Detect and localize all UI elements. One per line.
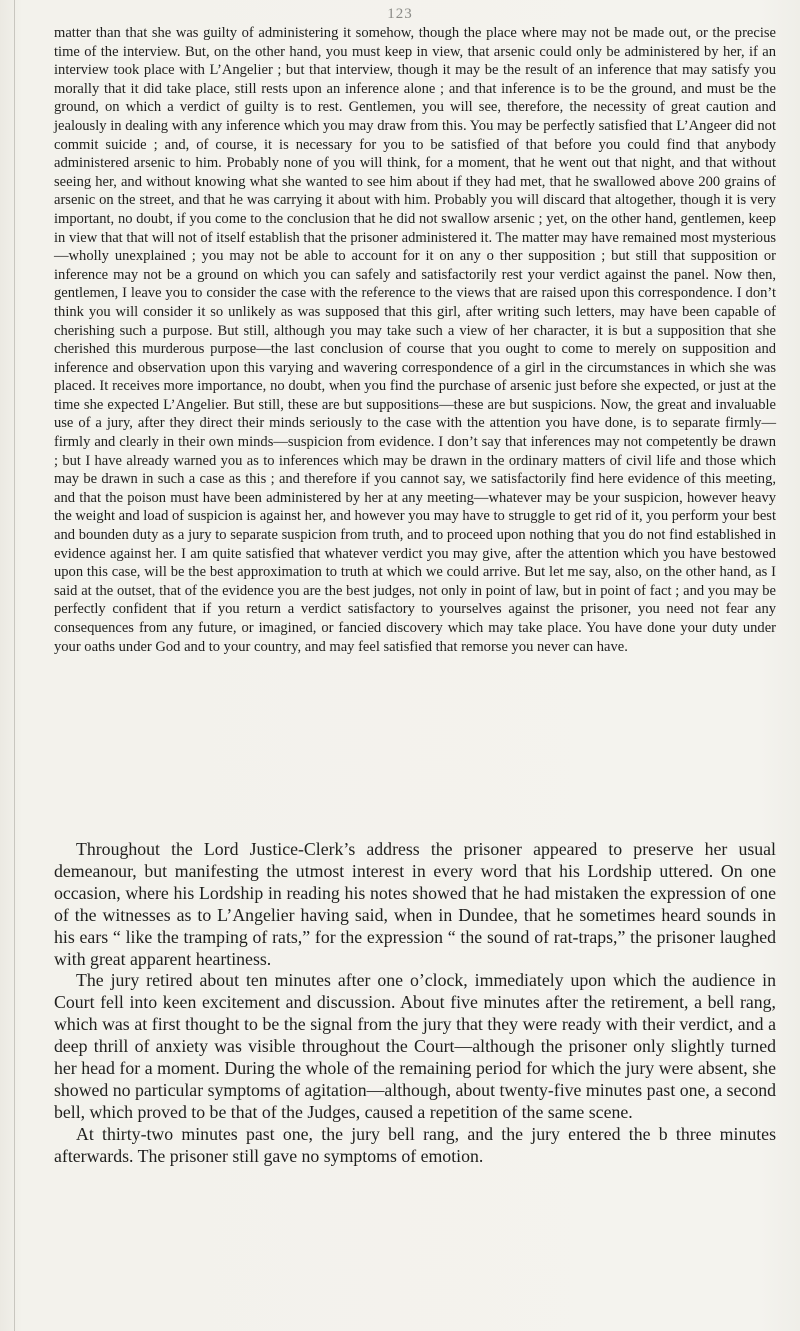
charge-to-jury-paragraph xyxy=(54,24,776,656)
narrative-paragraph-jury-returned: At thirty-two minutes past one, the jury bell rang, and the jury entered the b three minutes afterwards. The prisoner still gave no symptoms of emotion. xyxy=(54,1123,776,1166)
page-number: 123 xyxy=(387,6,413,22)
trial-narrative xyxy=(54,839,776,1168)
testimony-text: matter than that she was guilty of administering it somehow, though the place where may not be made out, or the precise time of the interview. But, on the other hand, you must keep in view, that arsenic could only be administered by her, if an interview took place with L’Angelier ; but that interview, though it may be the result of an inference that may satisfy you morally that it did take place, still rests upon an inference alone ; and that inference is to be the ground, and must be the ground, on which a verdict of guilty is to rest. Gentlemen, you will see, therefore, the necessity of great caution and jealously in dealing with any inference which you may draw from this. You may be perfectly satisfied that L’Angeer did not commit suicide ; and, of course, it is necessary for you to be satisfied of that before you could find that anybody administered arsenic to him. Probably none of you will think, for a moment, that he went out that night, and that without seeing her, and without knowing what she wanted to see him about if they had met, that he swallowed above 200 grains of arsenic on the street, and that he was carrying it about with him. Probably you will discard that altogether, though it is very important, no doubt, if you come to the conclusion that he did not swallow arsenic ; yet, on the other hand, gentlemen, keep in view that that will not of itself establish that the prisoner administered it. The matter may have remained most mysterious—wholly unexplained ; you may not be able to account for it on any o ther supposition ; but still that supposition or inference may not be a ground on which you can safely and satisfactorily rest your verdict against the panel. Now then, gentlemen, I leave you to consider the case with the reference to the views that are raised upon this correspondence. I don’t think you will consider it so unlikely as was supposed that this girl, after writing such letters, may have been capable of cherishing such a purpose. But still, although you may take such a view of her character, it is but a supposition that she cherished this murderous purpose—the last conclusion of course that you ought to come to merely on supposition and inference and observation upon this varying and wavering correspondence of a girl in the circumstances in which she was placed. It receives more importance, no doubt, when you find the purchase of arsenic just before she expected, or just at the time she expected L’Angelier. But still, these are but suppositions—these are but suspicions. Now, the great and invaluable use of a jury, after they direct their minds seriously to the case with the attention you have done, is to separate firmly—firmly and clearly in their own minds—suspicion from evidence. I don’t say that inferences may not competently be drawn ; but I have already warned you as to inferences which may be drawn in the ordinary matters of civil life and those which may be drawn in such a case as this ; and therefore if you cannot say, we satisfactorily find here evidence of this meeting, and that the poison must have been administered by her at any meeting—whatever may be your suspicion, however heavy the weight and load of suspicion is against her, and however you may have to struggle to get rid of it, you perform your best and bounden duty as a jury to separate suspicion from truth, and to proceed upon nothing that you do not find established in evidence against her. I am quite satisfied that whatever verdict you may give, after the attention which you have bestowed upon this case, will be the best approximation to truth at which we could arrive. But let me say, also, on the other hand, as I said at the outset, that of the evidence you are the best judges, not only in point of law, but in point of fact ; and you may be perfectly confident that if you return a verdict satisfactory to yourselves against the prisoner, you need not fear any consequences from any future, or imagined, or fancied discovery which may take place. You have done your duty under your oaths under God and to your country, and may feel satisfied that remorse you never can have. xyxy=(54,25,776,655)
left-page-margin-line xyxy=(14,0,15,1331)
narrative-paragraph-demeanour: Throughout the Lord Justice-Clerk’s address the prisoner appeared to preserve her usual demeanour, but manifesting the utmost interest in every word that his Lordship uttered. On one occasion, where his Lordship in reading his notes showed that he had mistaken the expression of one of the witnesses as to L’Angelier having said, when in Dundee, that he sometimes heard sounds in his ears “ like the tramping of rats,” for the expression “ the sound of rat-traps,” the prisoner laughed with great apparent heartiness. xyxy=(54,839,776,969)
narrative-paragraph-jury-retired: The jury retired about ten minutes after one o’clock, immediately upon which the audience in Court fell into keen excitement and discussion. About five minutes after the retirement, a bell rang, which was at first thought to be the signal from the jury that they were ready with their verdict, and a deep thrill of anxiety was visible throughout the Court—although the prisoner only slightly turned her head for a moment. During the whole of the remaining period for which the jury were absent, she showed no particular symptoms of agitation—although, about twenty-five minutes past one, a second bell, which proved to be that of the Judges, caused a repetition of the same scene. xyxy=(54,970,776,1122)
